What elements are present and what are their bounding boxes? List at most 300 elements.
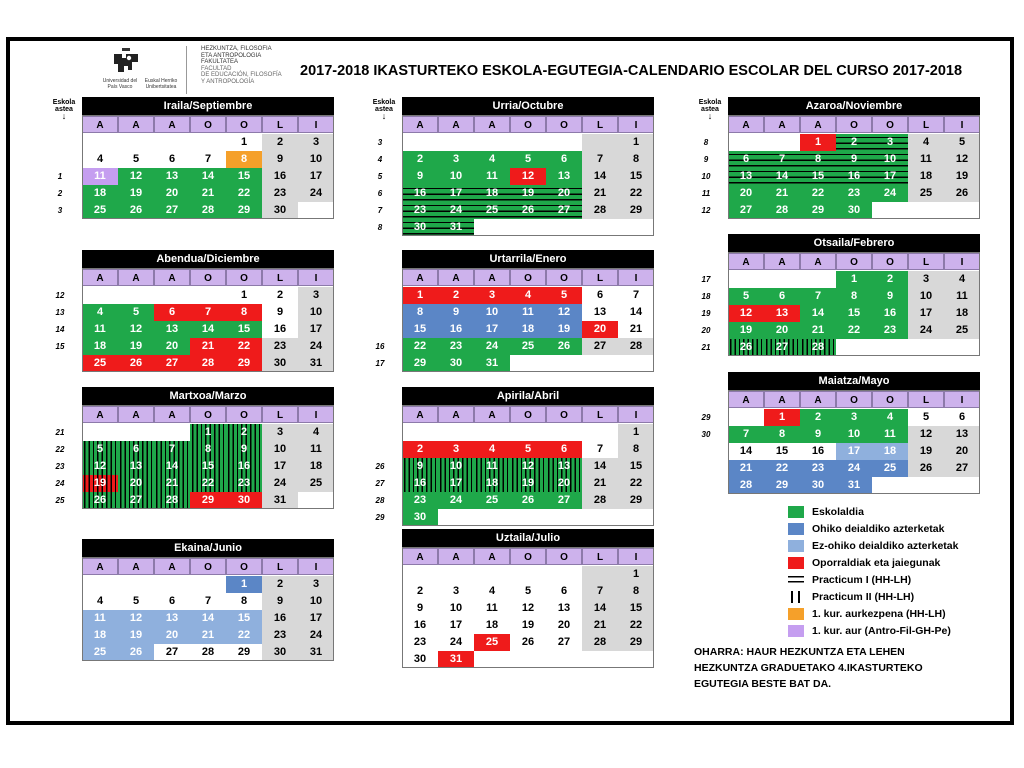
day-cell: 17 (872, 168, 908, 185)
empty-day-cell (438, 566, 474, 583)
day-cell: 25 (474, 202, 510, 219)
day-cell: 14 (190, 610, 226, 627)
day-cell: 22 (402, 338, 438, 355)
day-cell: 17 (908, 305, 944, 322)
day-cell: 16 (872, 305, 908, 322)
weekday-header: L (262, 116, 298, 133)
day-cell: 23 (402, 202, 438, 219)
day-cell: 11 (944, 288, 980, 305)
day-cell: 3 (262, 424, 298, 441)
day-cell: 22 (836, 322, 872, 339)
day-cell: 23 (262, 338, 298, 355)
weekday-header: A (474, 116, 510, 133)
day-cell: 28 (190, 202, 226, 219)
day-cell: 24 (298, 627, 334, 644)
day-cell: 17 (474, 321, 510, 338)
school-week-number: 12 (55, 291, 65, 300)
day-cell: 20 (154, 185, 190, 202)
empty-day-cell (546, 651, 582, 668)
school-week-number: 1 (57, 172, 63, 181)
legend-item-extraordinary-exams (786, 539, 1016, 554)
weekday-header: L (262, 558, 298, 575)
weekday-header: L (582, 406, 618, 423)
day-cell: 25 (474, 634, 510, 651)
day-cell: 11 (908, 151, 944, 168)
day-cell: 10 (262, 441, 298, 458)
day-cell: 31 (262, 492, 298, 509)
day-cell: 28 (618, 338, 654, 355)
day-cell: 6 (764, 288, 800, 305)
day-cell: 26 (118, 355, 154, 372)
day-cell: 5 (510, 151, 546, 168)
day-cell: 1 (764, 409, 800, 426)
day-cell: 12 (82, 458, 118, 475)
day-cell: 7 (800, 288, 836, 305)
note (694, 644, 994, 692)
day-cell: 8 (226, 593, 262, 610)
empty-day-cell (402, 134, 438, 151)
day-cell: 21 (582, 185, 618, 202)
day-cell: 27 (582, 338, 618, 355)
empty-day-cell (82, 576, 118, 593)
school-week-number (50, 610, 70, 627)
school-week-number: 11 (701, 189, 711, 198)
day-cell: 15 (800, 168, 836, 185)
day-cell: 10 (474, 304, 510, 321)
day-cell: 7 (582, 583, 618, 600)
weekday-header: I (618, 269, 654, 286)
school-week-label: Eskola astea ↓ (698, 99, 722, 121)
day-cell: 24 (438, 492, 474, 509)
page-title: 2017-2018 IKASTURTEKO ESKOLA-EGUTEGIA-CALENDARIO ESCOLAR DEL CURSO 2017-2018 (300, 63, 963, 79)
day-cell: 1 (800, 134, 836, 151)
day-cell: 11 (82, 321, 118, 338)
legend-label: Practicum I (HH-LH) (812, 574, 912, 586)
weekday-header: O (226, 269, 262, 286)
day-cell: 7 (728, 426, 764, 443)
day-cell: 10 (872, 151, 908, 168)
weekday-header: A (728, 253, 764, 270)
weekday-header: A (154, 116, 190, 133)
day-cell: 8 (618, 441, 654, 458)
day-cell: 24 (298, 338, 334, 355)
day-cell: 14 (190, 321, 226, 338)
day-cell: 21 (800, 322, 836, 339)
university-logo (100, 46, 180, 94)
day-cell: 7 (154, 441, 190, 458)
day-cell: 16 (402, 185, 438, 202)
note-line: EGUTEGIA BESTE BAT DA. (694, 678, 832, 690)
day-cell: 2 (226, 424, 262, 441)
faculty-es-line: FACULTAD (201, 65, 232, 72)
legend-swatch-red (788, 557, 804, 569)
weekday-header: O (226, 116, 262, 133)
day-cell: 3 (438, 151, 474, 168)
day-cell: 3 (474, 287, 510, 304)
day-cell: 19 (510, 617, 546, 634)
day-cell: 7 (618, 287, 654, 304)
weekday-header: L (262, 406, 298, 423)
day-cell: 15 (190, 458, 226, 475)
day-cell: 13 (118, 458, 154, 475)
school-week-number: 21 (701, 343, 711, 352)
day-cell: 16 (800, 443, 836, 460)
school-week-number (50, 134, 70, 151)
weekday-header: A (438, 406, 474, 423)
day-cell: 12 (510, 168, 546, 185)
day-cell: 5 (908, 409, 944, 426)
faculty-eu-line: ETA ANTROPOLOGIA (201, 52, 262, 59)
empty-day-cell (944, 477, 980, 494)
school-week-number (696, 443, 716, 460)
day-cell: 19 (546, 321, 582, 338)
school-week-number: 29 (701, 413, 711, 422)
faculty-es-line: DE EDUCACIÓN, FILOSOFÍA (201, 72, 282, 78)
day-cell: 28 (190, 355, 226, 372)
day-cell: 25 (82, 644, 118, 661)
empty-day-cell (154, 134, 190, 151)
day-cell: 1 (226, 287, 262, 304)
day-cell: 30 (226, 492, 262, 509)
school-week-number: 8 (703, 138, 709, 147)
month-title: Apirila/Abril (402, 387, 654, 405)
empty-day-cell (510, 509, 546, 526)
day-cell: 6 (154, 593, 190, 610)
logo-text-es: Universidad del País Vasco (102, 78, 138, 90)
day-cell: 13 (764, 305, 800, 322)
day-cell: 26 (944, 185, 980, 202)
day-cell: 12 (118, 321, 154, 338)
day-cell: 27 (764, 339, 800, 356)
legend-label: Ohiko deialdiko azterketak (812, 523, 945, 535)
day-cell: 17 (438, 617, 474, 634)
day-cell: 13 (546, 458, 582, 475)
day-cell: 29 (800, 202, 836, 219)
school-week-number: 13 (55, 308, 65, 317)
day-cell: 23 (872, 322, 908, 339)
weekday-header: A (402, 269, 438, 286)
day-cell: 8 (800, 151, 836, 168)
school-week-number: 2 (57, 189, 63, 198)
school-week-number (696, 460, 716, 477)
empty-day-cell (582, 355, 618, 372)
weekday-header: I (618, 406, 654, 423)
day-cell: 25 (298, 475, 334, 492)
weekday-header: O (872, 391, 908, 408)
empty-day-cell (402, 424, 438, 441)
day-cell: 3 (298, 134, 334, 151)
day-cell: 9 (262, 593, 298, 610)
day-cell: 8 (402, 304, 438, 321)
weekday-header: A (764, 391, 800, 408)
weekday-header: A (82, 269, 118, 286)
weekday-header: A (438, 116, 474, 133)
day-cell: 26 (82, 492, 118, 509)
weekday-header: A (438, 548, 474, 565)
day-cell: 4 (82, 593, 118, 610)
day-cell: 2 (402, 583, 438, 600)
day-cell: 27 (944, 460, 980, 477)
day-cell: 4 (474, 151, 510, 168)
day-cell: 9 (836, 151, 872, 168)
day-cell: 5 (510, 583, 546, 600)
day-cell: 13 (154, 610, 190, 627)
day-cell: 18 (474, 185, 510, 202)
day-cell: 18 (474, 617, 510, 634)
weekday-header: O (190, 269, 226, 286)
day-cell: 30 (402, 651, 438, 668)
empty-day-cell (582, 651, 618, 668)
day-cell: 7 (190, 593, 226, 610)
school-week-number: 26 (375, 462, 385, 471)
month-title: Abendua/Diciembre (82, 250, 334, 268)
school-week-number (50, 593, 70, 610)
day-cell: 26 (510, 202, 546, 219)
school-week-number: 29 (375, 513, 385, 522)
day-cell: 25 (908, 185, 944, 202)
day-cell: 23 (836, 185, 872, 202)
day-cell: 14 (582, 458, 618, 475)
day-cell: 13 (582, 304, 618, 321)
day-cell: 22 (800, 185, 836, 202)
weekday-header: I (944, 253, 980, 270)
empty-day-cell (908, 477, 944, 494)
day-cell: 18 (908, 168, 944, 185)
school-week-number: 23 (55, 462, 65, 471)
weekday-header: A (474, 269, 510, 286)
day-cell: 27 (546, 634, 582, 651)
school-week-number (370, 651, 390, 668)
weekday-header: O (546, 269, 582, 286)
legend-label: Practicum II (HH-LH) (812, 591, 915, 603)
day-cell: 14 (190, 168, 226, 185)
day-cell: 3 (298, 576, 334, 593)
weekday-header: A (728, 116, 764, 133)
day-cell: 17 (298, 610, 334, 627)
day-cell: 6 (154, 151, 190, 168)
day-cell: 19 (510, 185, 546, 202)
weekday-header: A (82, 558, 118, 575)
day-cell: 4 (474, 583, 510, 600)
empty-day-cell (154, 576, 190, 593)
legend-item-first-course-presentation (786, 607, 1016, 622)
day-cell: 5 (118, 151, 154, 168)
day-cell: 1 (402, 287, 438, 304)
legend-label: 1. kur. aur (Antro-Fil-GH-Pe) (812, 625, 951, 637)
day-cell: 24 (438, 202, 474, 219)
weekday-header: A (800, 391, 836, 408)
day-cell: 8 (764, 426, 800, 443)
day-cell: 22 (764, 460, 800, 477)
day-cell: 20 (546, 185, 582, 202)
day-cell: 31 (298, 355, 334, 372)
day-cell: 28 (728, 477, 764, 494)
day-cell: 30 (262, 202, 298, 219)
day-cell: 20 (582, 321, 618, 338)
day-cell: 26 (510, 634, 546, 651)
day-cell: 5 (944, 134, 980, 151)
day-cell: 16 (262, 168, 298, 185)
day-cell: 1 (836, 271, 872, 288)
day-cell: 8 (618, 151, 654, 168)
day-cell: 13 (944, 426, 980, 443)
day-cell: 2 (800, 409, 836, 426)
day-cell: 19 (728, 322, 764, 339)
day-cell: 4 (944, 271, 980, 288)
day-cell: 24 (908, 322, 944, 339)
day-cell: 10 (298, 304, 334, 321)
empty-day-cell (510, 219, 546, 236)
school-week-number: 12 (701, 206, 711, 215)
weekday-header: O (546, 116, 582, 133)
day-cell: 25 (82, 202, 118, 219)
empty-day-cell (546, 219, 582, 236)
day-cell: 29 (226, 202, 262, 219)
weekday-header: O (190, 558, 226, 575)
legend-item-practicum-1 (786, 573, 1016, 588)
day-cell: 4 (82, 151, 118, 168)
legend-swatch-horizontal-bars (788, 574, 804, 586)
school-week-number: 3 (57, 206, 63, 215)
faculty-eu-line: FAKULTATEA (201, 59, 239, 65)
day-cell: 27 (154, 202, 190, 219)
day-cell: 15 (764, 443, 800, 460)
empty-day-cell (298, 202, 334, 219)
empty-day-cell (82, 424, 118, 441)
day-cell: 4 (298, 424, 334, 441)
day-cell: 18 (510, 321, 546, 338)
school-week-number: 9 (703, 155, 709, 164)
day-cell: 17 (298, 321, 334, 338)
day-cell: 21 (190, 627, 226, 644)
day-cell: 8 (836, 288, 872, 305)
school-week-number: 14 (55, 325, 65, 334)
day-cell: 28 (800, 339, 836, 356)
empty-day-cell (582, 566, 618, 583)
day-cell: 20 (546, 617, 582, 634)
weekday-header: O (872, 116, 908, 133)
month-title: Ekaina/Junio (82, 539, 334, 557)
day-cell: 11 (474, 458, 510, 475)
legend-swatch-green (788, 506, 804, 518)
day-cell: 17 (298, 168, 334, 185)
day-cell: 18 (872, 443, 908, 460)
day-cell: 9 (226, 441, 262, 458)
school-week-label: Eskola astea ↓ (372, 99, 396, 121)
weekday-header: I (944, 116, 980, 133)
weekday-header: L (262, 269, 298, 286)
day-cell: 23 (262, 185, 298, 202)
school-week-number (50, 627, 70, 644)
day-cell: 7 (190, 304, 226, 321)
day-cell: 26 (728, 339, 764, 356)
day-cell: 9 (872, 288, 908, 305)
weekday-header: A (438, 269, 474, 286)
weekday-header: A (764, 253, 800, 270)
day-cell: 10 (836, 426, 872, 443)
weekday-header: L (582, 116, 618, 133)
day-cell: 21 (764, 185, 800, 202)
day-cell: 6 (118, 441, 154, 458)
day-cell: 31 (438, 651, 474, 668)
faculty-es-line: Y ANTROPOLOGÍA (201, 78, 255, 85)
school-week-number (370, 441, 390, 458)
day-cell: 15 (618, 168, 654, 185)
day-cell: 26 (546, 338, 582, 355)
day-cell: 24 (262, 475, 298, 492)
legend-swatch-orange (788, 608, 804, 620)
day-cell: 15 (402, 321, 438, 338)
weekday-header: O (510, 269, 546, 286)
day-cell: 13 (546, 600, 582, 617)
school-week-number: 24 (55, 479, 65, 488)
weekday-header: O (546, 548, 582, 565)
month-title: Azaroa/Noviembre (728, 97, 980, 115)
day-cell: 14 (764, 168, 800, 185)
day-cell: 26 (908, 460, 944, 477)
day-cell: 15 (836, 305, 872, 322)
day-cell: 2 (402, 441, 438, 458)
faculty-name (186, 46, 296, 94)
legend-swatch-blue (788, 523, 804, 535)
day-cell: 3 (908, 271, 944, 288)
day-cell: 19 (118, 338, 154, 355)
day-cell: 21 (618, 321, 654, 338)
day-cell: 18 (82, 185, 118, 202)
day-cell: 14 (618, 304, 654, 321)
day-cell: 11 (510, 304, 546, 321)
month-title: Martxoa/Marzo (82, 387, 334, 405)
day-cell: 29 (618, 634, 654, 651)
day-cell: 2 (262, 287, 298, 304)
weekday-header: A (728, 391, 764, 408)
day-cell: 7 (582, 151, 618, 168)
empty-day-cell (154, 424, 190, 441)
day-cell: 16 (438, 321, 474, 338)
day-cell: 19 (82, 475, 118, 492)
school-week-number (50, 151, 70, 168)
school-week-number: 4 (377, 155, 383, 164)
day-cell: 6 (546, 583, 582, 600)
day-cell: 19 (118, 627, 154, 644)
school-week-number: 6 (377, 189, 383, 198)
weekday-header: O (836, 391, 872, 408)
day-cell: 23 (438, 338, 474, 355)
day-cell: 4 (510, 287, 546, 304)
day-cell: 25 (474, 492, 510, 509)
empty-day-cell (618, 509, 654, 526)
day-cell: 13 (546, 168, 582, 185)
day-cell: 21 (154, 475, 190, 492)
day-cell: 12 (510, 600, 546, 617)
day-cell: 12 (510, 458, 546, 475)
empty-day-cell (118, 134, 154, 151)
weekday-header: A (154, 558, 190, 575)
day-cell: 19 (908, 443, 944, 460)
month-title: Urria/Octubre (402, 97, 654, 115)
weekday-header: O (510, 116, 546, 133)
day-cell: 14 (728, 443, 764, 460)
legend-item-ordinary-exams (786, 522, 1016, 537)
legend-label: Oporraldiak eta jaiegunak (812, 557, 941, 569)
weekday-header: L (908, 253, 944, 270)
day-cell: 9 (402, 600, 438, 617)
day-cell: 15 (226, 168, 262, 185)
weekday-header: L (582, 548, 618, 565)
weekday-header: I (298, 406, 334, 423)
school-week-number (370, 583, 390, 600)
day-cell: 28 (190, 644, 226, 661)
